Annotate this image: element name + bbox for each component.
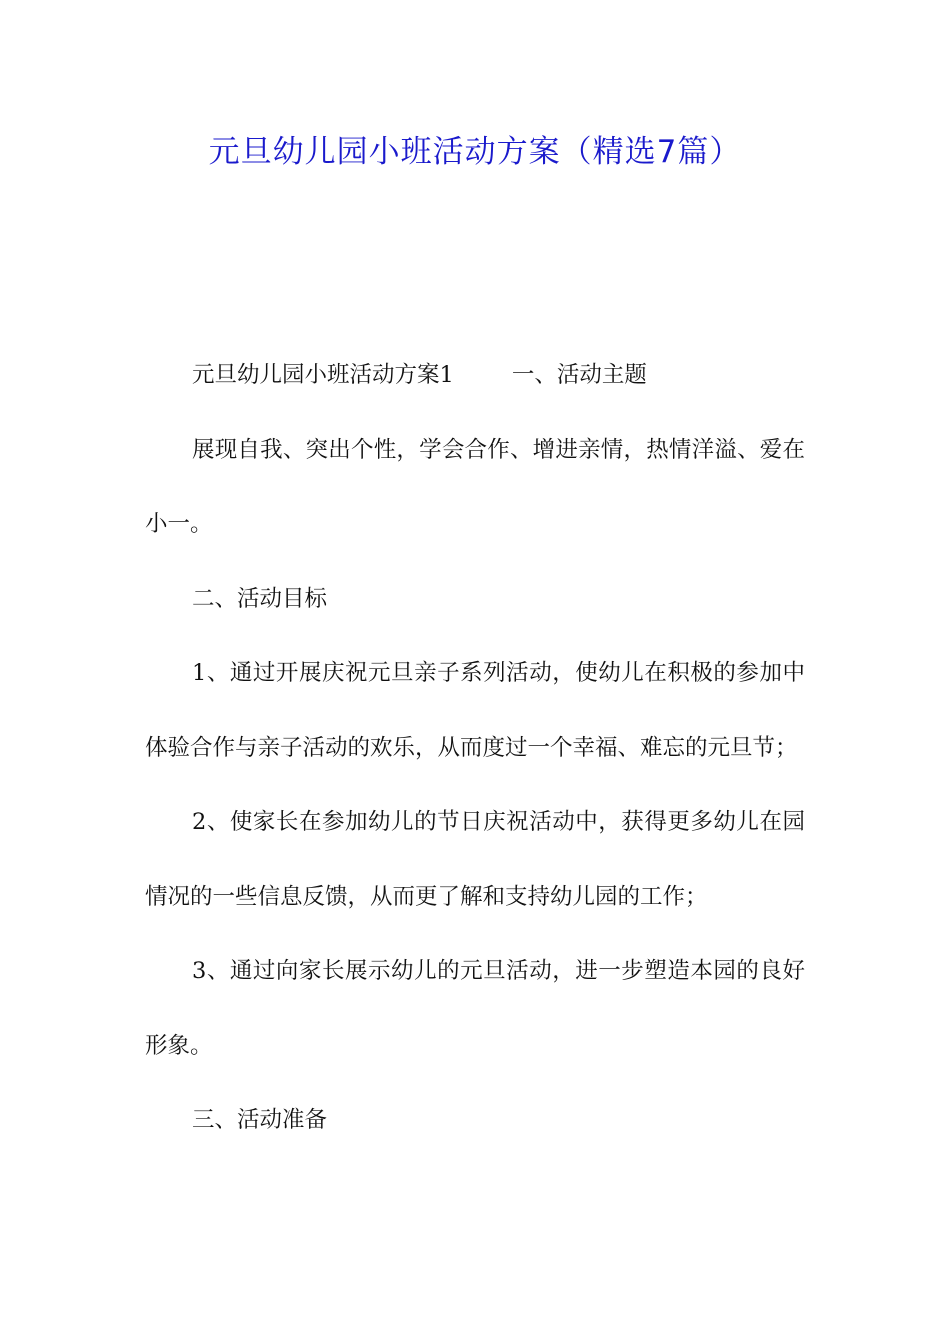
paragraph-section-heading	[145, 338, 805, 413]
document-title: 元旦幼儿园小班活动方案（精选7篇）	[208, 134, 742, 170]
document-body	[145, 338, 805, 1158]
paragraph-goal-3: 3、通过向家长展示幼儿的元旦活动，进一步塑造本园的良好形象。	[145, 958, 805, 1059]
paragraph-goal-1: 1、通过开展庆祝元旦亲子系列活动，使幼儿在积极的参加中体验合作与亲子活动的欢乐，从而度过一个幸福、难忘的元旦节；	[145, 660, 805, 761]
paragraph-theme: 展现自我、突出个性，学会合作、增进亲情，热情洋溢、爱在小一。	[145, 436, 805, 537]
section-heading-theme: 一、活动主题	[511, 362, 647, 388]
paragraph-goal-2: 2、使家长在参加幼儿的节日庆祝活动中，获得更多幼儿在园情况的一些信息反馈，从而更了解和支持幼儿园的工作；	[145, 809, 805, 910]
section-heading-goals: 二、活动目标	[192, 585, 328, 612]
section-heading-preparation: 三、活动准备	[192, 1107, 328, 1133]
plan-heading: 元旦幼儿园小班活动方案1	[192, 362, 454, 388]
